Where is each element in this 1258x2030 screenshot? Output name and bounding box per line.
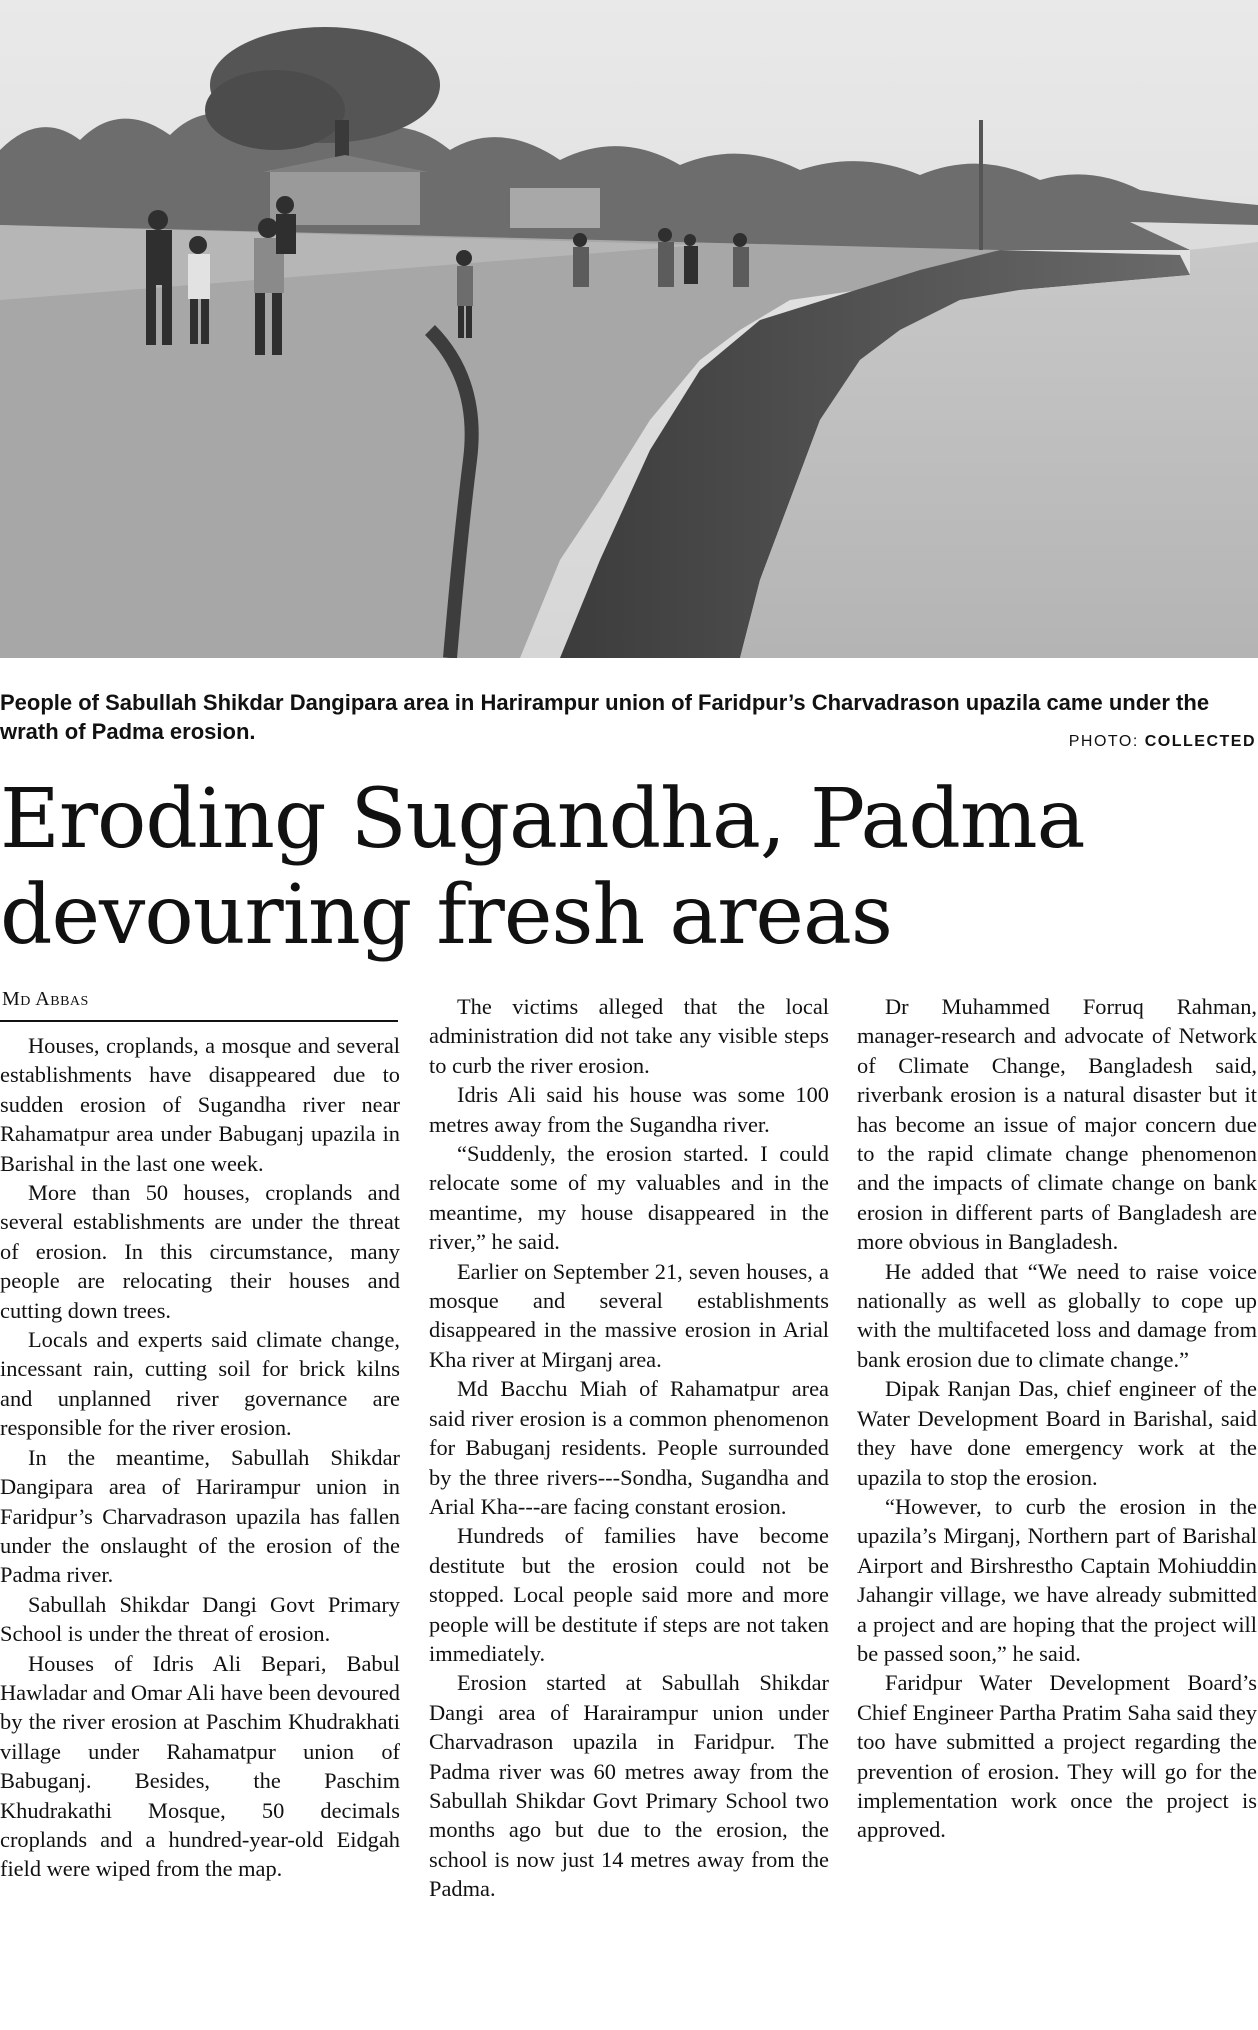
paragraph: Dr Muhammed Forruq Rahman, manager-research and advocate of Network of Climate Change, Bangladesh said, riverbank erosion is a natural disaster but it has become an issue of major concern due to the rapid climate change phenomenon and the impacts of climate change on bank erosion in different parts of Bangladesh are more obvious in Bangladesh. [857,994,1257,1255]
byline-divider [0,1020,398,1022]
paragraph: He added that “We need to raise voice nationally as well as globally to cope up with the multifaceted loss and damage from bank erosion due to climate change.” [857,1258,1257,1372]
paragraph: Dipak Ranjan Das, chief engineer of the Water Development Board in Barishal, said they have done emergency work at the upazila to stop the erosion. [857,1376,1257,1490]
paragraph: Erosion started at Sabullah Shikdar Dangi area of Harairampur union under Charvadrason upazila in Faridpur. The Padma river was 60 metres away from the Sabullah Shikdar Govt Primary School two months ago but due to the erosion, the school is now just 14 metres away from the Padma. [429,1670,829,1902]
headline [0,772,1256,964]
credit-source: COLLECTED [1144,733,1256,750]
paragraph: Houses, croplands, a mosque and several establishments have disappeared due to sudden erosion of Sugandha river near Rahamatpur area under Babuganj upazila in Barishal in the last one week. [0,1033,400,1176]
paragraph: Houses of Idris Ali Bepari, Babul Hawladar and Omar Ali have been devoured by the river erosion at Paschim Khudrakhati village under Rahamatpur union of Babuganj. Besides, the Paschim Khudrakathi Mosque, 50 decimals croplands and a hundred-year-old Eidgah field were wiped from the map. [0,1650,400,1882]
caption-text: People of Sabullah Shikdar Dangipara area in Harirampur union of Faridpur’s Charvadrason upazila came under the wrath of Padma erosion. [0,690,1210,744]
paragraph: Idris Ali said his house was some 100 metres away from the Sugandha river. [429,1082,829,1137]
paragraph: “Suddenly, the erosion started. I could relocate some of my valuables and in the meantime, my house disappeared in the river,” he said. [429,1141,829,1255]
riverbank-erosion-illustration [0,0,1258,658]
byline: Md Abbas [2,988,89,1010]
paragraph: More than 50 houses, croplands and several establishments are under the threat of erosion. In this circumstance, many people are relocating their houses and cutting down trees. [0,1180,400,1323]
paragraph: Locals and experts said climate change, incessant rain, cutting soil for brick kilns and unplanned river governance are responsible for the river erosion. [0,1327,400,1441]
article-column-1 [0,1031,400,1884]
paragraph: In the meantime, Sabullah Shikdar Dangipara area of Harirampur union in Faridpur’s Charvadrason upazila has fallen under the onslaught of the erosion of the Padma river. [0,1444,400,1588]
headline-line-1: Eroding Sugandha, Padma [0,772,1085,867]
paragraph: Md Bacchu Miah of Rahamatpur area said river erosion is a common phenomenon for Babuganj residents. People surrounded by the three rivers---Sondha, Sugandha and Arial Kha---are facing constant erosion. [429,1376,829,1519]
headline-line-2: devouring fresh areas [0,868,892,963]
credit-label: PHOTO: [1068,733,1139,750]
paragraph: “However, to curb the erosion in the upazila’s Mirganj, Northern part of Barishal Airport and Birshrestho Captain Mohiuddin Jahangir village, we have already submitted a project and are hoping that the project will be passed soon,” he said. [857,1493,1257,1666]
paragraph: The victims alleged that the local administration did not take any visible steps to curb the river erosion. [429,994,829,1078]
paragraph: Earlier on September 21, seven houses, a mosque and several establishments disappeared in the massive erosion in Arial Kha river at Mirganj area. [429,1258,829,1372]
article-column-2 [429,992,829,1904]
paragraph: Hundreds of families have become destitute but the erosion could not be stopped. Local people said more and more people will be destitute if steps are not taken immediately. [429,1523,829,1666]
photo-credit [1069,733,1256,751]
news-photo [0,0,1258,658]
article-column-3 [857,992,1257,1845]
paragraph: Sabullah Shikdar Dangi Govt Primary School is under the threat of erosion. [0,1591,400,1647]
photo-caption [0,688,1256,746]
paragraph: Faridpur Water Development Board’s Chief Engineer Partha Pratim Saha said they too have submitted a project regarding the prevention of erosion. They will go for the implementation work once the project is approved. [857,1670,1257,1843]
